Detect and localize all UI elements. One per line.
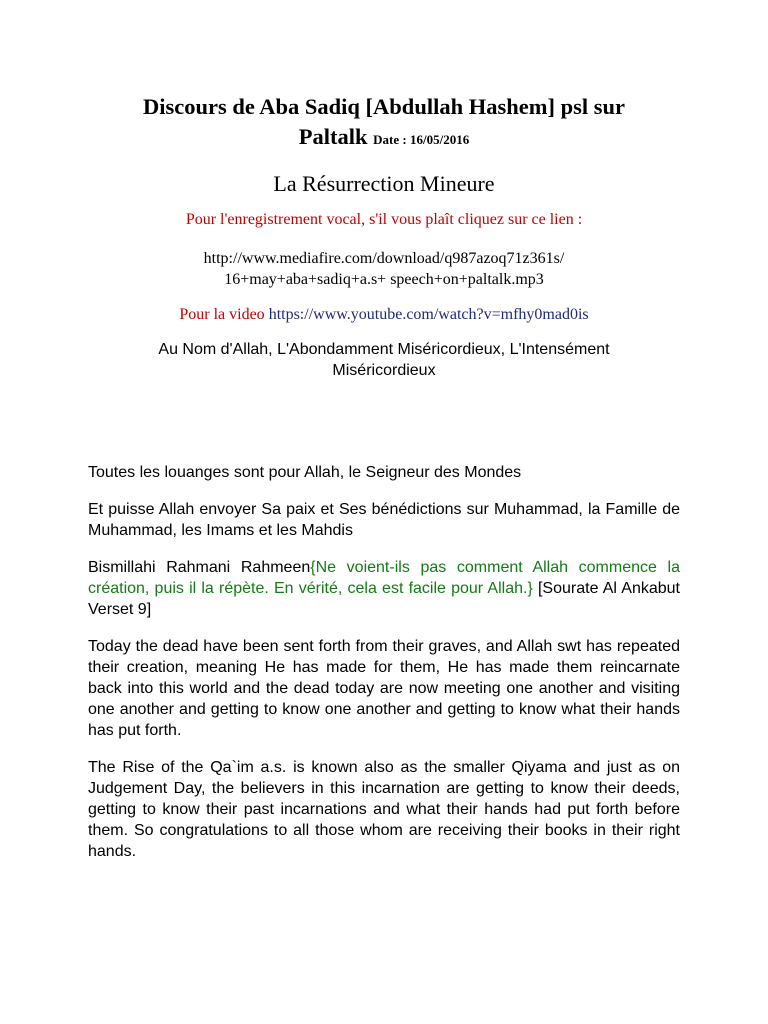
video-line (88, 304, 680, 326)
paragraph-blessings: Et puisse Allah envoyer Sa paix et Ses bénédictions sur Muhammad, la Famille de Muhammad, les Imams et les Mahdis (88, 501, 680, 539)
paragraph-verse (88, 557, 680, 620)
video-link[interactable]: https://www.youtube.com/watch?v=mfhy0mad0is (268, 306, 589, 323)
verse-prefix: Bismillahi Rahmani Rahmeen (88, 559, 311, 576)
paragraph-praise: Toutes les louanges sont pour Allah, le Seigneur des Mondes (88, 464, 522, 481)
audio-url-line-1[interactable]: http://www.mediafire.com/download/q987azoq71z361s/ (203, 250, 565, 267)
audio-link[interactable] (88, 248, 680, 290)
paragraph-dead-sent-forth: Today the dead have been sent forth from their graves, and Allah swt has repeated their creation, meaning He has made for them, He has made them reincarnate back into this world and the dead today are now meeting one another and visiting one another and getting to know one another and getting to know what their hands has put forth. (88, 638, 680, 739)
document-title (88, 92, 680, 155)
audio-url-line-2[interactable]: 16+may+aba+sadiq+a.s+ speech+on+paltalk.mp3 (224, 271, 544, 288)
date-label: Date : 16/05/2016 (373, 132, 470, 147)
verse-reference: [Sourate Al Ankabut Verset 9] (88, 580, 680, 618)
bismillah-heading (88, 339, 680, 381)
bismillah-line-1: Au Nom d'Allah, L'Abondamment Miséricordieux, L'Intensément (158, 341, 610, 358)
bismillah-line-2: Miséricordieux (332, 362, 436, 379)
title-line-1: Discours de Aba Sadiq [Abdullah Hashem] psl sur (142, 94, 625, 119)
audio-prompt: Pour l'enregistrement vocal, s'il vous plaît cliquez sur ce lien : (185, 211, 583, 228)
video-label: Pour la video (179, 306, 265, 323)
verse-quote: {Ne voient-ils pas comment Allah commence la création, puis il la répète. En vérité, cela est facile pour Allah.} (88, 559, 680, 597)
title-line-2: Paltalk (298, 124, 368, 149)
paragraph-rise-of-qaim: The Rise of the Qa`im a.s. is known also as the smaller Qiyama and just as on Judgement Day, the believers in this incarnation are getting to know their deeds, getting to know their past incarnations and what their hands had put forth before them. So congratulations to all those whom are receiving their books in their right hands. (88, 759, 680, 860)
document-subtitle: La Résurrection Mineure (273, 171, 495, 196)
